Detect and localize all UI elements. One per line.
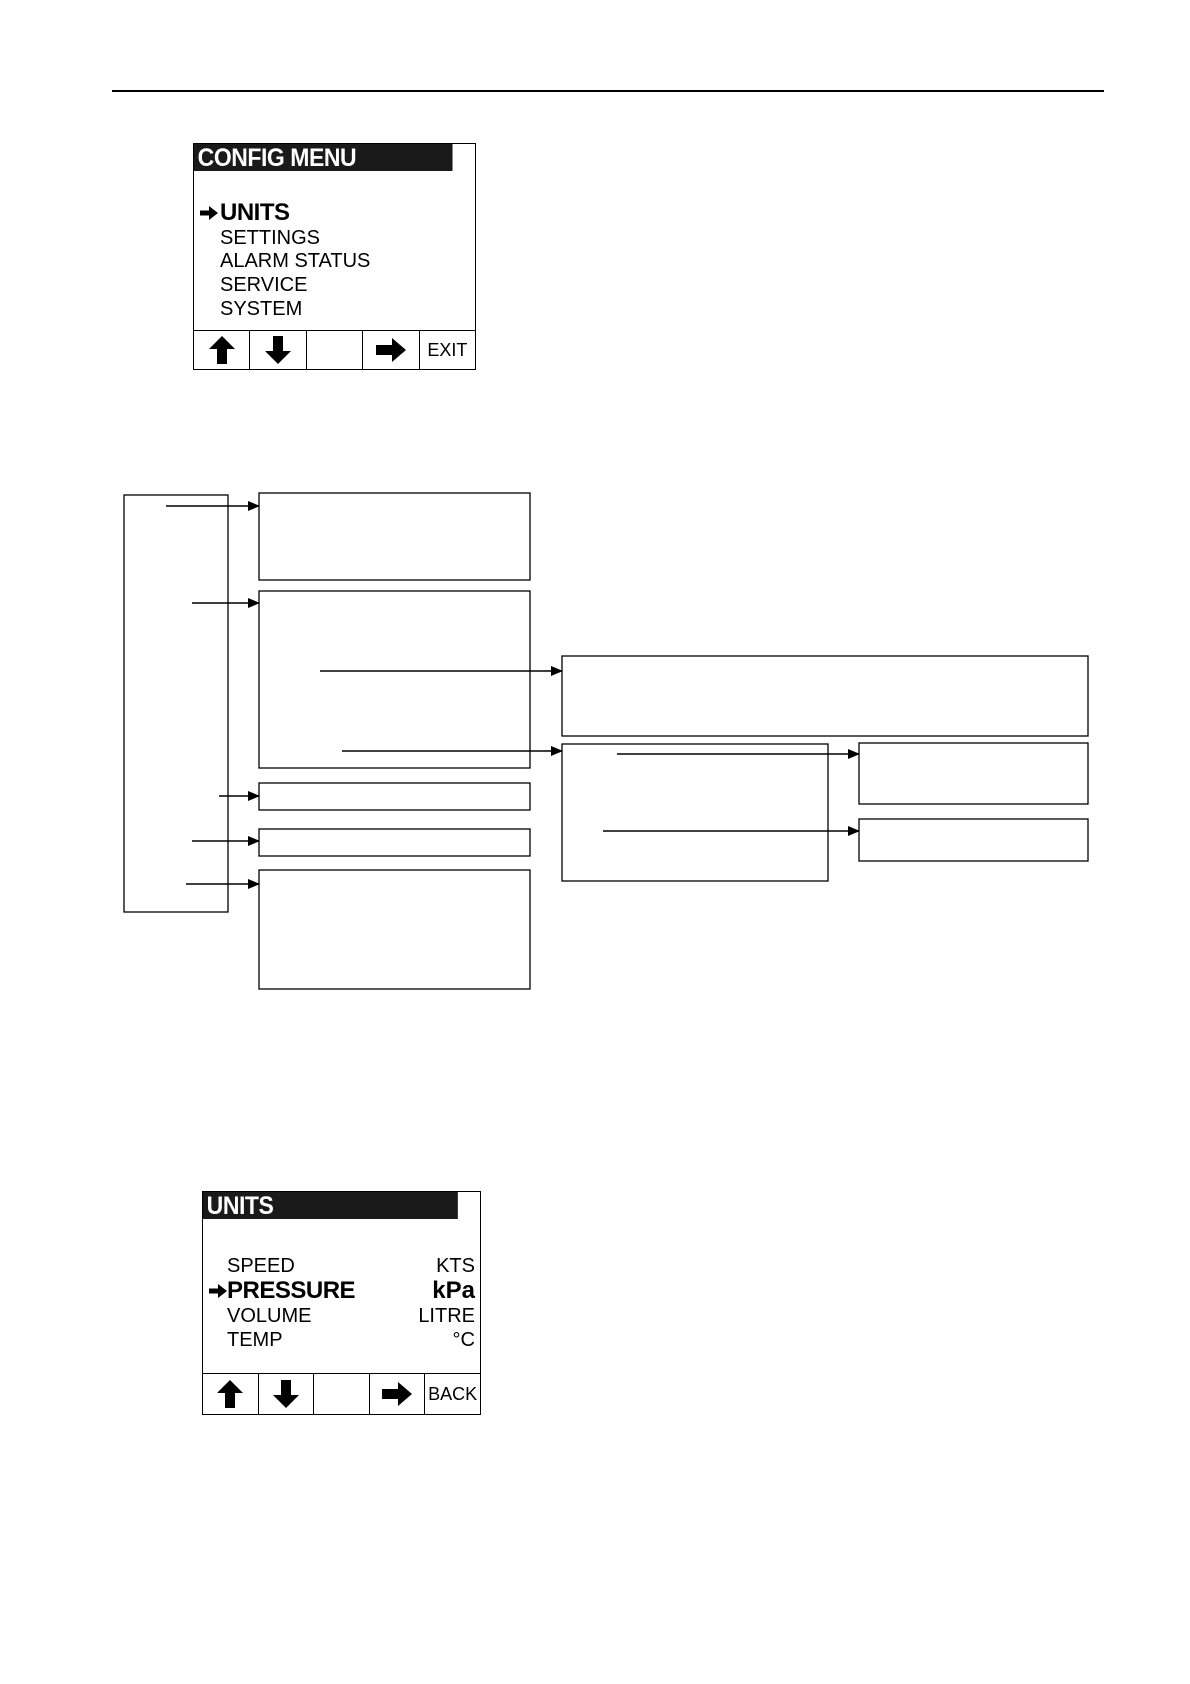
alarm-status-box — [259, 783, 530, 810]
units-row-temp-value: °C — [452, 1329, 475, 1351]
config-menu-screen — [193, 143, 476, 370]
config-menu-item-service[interactable]: SERVICE — [220, 274, 308, 296]
system-box — [259, 870, 530, 989]
down-key[interactable] — [259, 1374, 315, 1414]
config-menu-item-alarm-status[interactable]: ALARM STATUS — [220, 250, 371, 272]
settings-box — [259, 591, 530, 768]
selection-pointer-icon — [200, 206, 218, 220]
config-menu-item-system[interactable]: SYSTEM — [220, 298, 303, 320]
config-menu-item-units[interactable]: UNITS — [220, 199, 290, 226]
settings-sub-sub-box-1 — [859, 743, 1088, 804]
config-menu-root-box — [124, 495, 228, 912]
units-row-volume-value: LITRE — [418, 1305, 475, 1327]
enter-key[interactable] — [370, 1374, 426, 1414]
blank-key[interactable] — [307, 331, 363, 369]
service-box — [259, 829, 530, 856]
arrow-right-icon — [376, 338, 406, 362]
units-row-pressure-label[interactable]: PRESSURE — [227, 1277, 356, 1304]
back-key[interactable] — [425, 1374, 480, 1414]
selection-pointer-icon — [209, 1284, 227, 1298]
config-menu-title: CONFIG MENU — [194, 144, 453, 171]
up-key[interactable] — [203, 1374, 259, 1414]
settings-sub-box-1 — [562, 656, 1088, 736]
units-row-temp-label[interactable]: TEMP — [227, 1329, 283, 1351]
units-row-speed-value: KTS — [436, 1255, 475, 1277]
back-key-label: BACK — [428, 1383, 478, 1404]
config-menu-softkeys — [194, 330, 475, 369]
down-key[interactable] — [250, 331, 306, 369]
settings-sub-sub-box-2 — [859, 819, 1088, 861]
units-menu-title: UNITS — [203, 1192, 458, 1219]
arrow-right-icon — [382, 1382, 412, 1406]
enter-key[interactable] — [363, 331, 419, 369]
exit-key[interactable] — [420, 331, 475, 369]
arrow-up-icon — [217, 1380, 243, 1408]
arrow-up-icon — [209, 336, 235, 364]
page-header-rule — [112, 90, 1104, 92]
units-row-speed-label[interactable]: SPEED — [227, 1255, 295, 1277]
blank-key[interactable] — [314, 1374, 370, 1414]
units-box — [259, 493, 530, 580]
exit-key-label: EXIT — [427, 339, 468, 360]
arrow-down-icon — [265, 336, 291, 364]
up-key[interactable] — [194, 331, 250, 369]
units-row-pressure-value: kPa — [432, 1277, 475, 1304]
arrow-down-icon — [273, 1380, 299, 1408]
config-menu-item-settings[interactable]: SETTINGS — [220, 227, 321, 249]
settings-sub-box-2 — [562, 744, 828, 881]
units-menu-screen — [202, 1191, 481, 1415]
units-menu-softkeys — [203, 1373, 480, 1414]
units-row-volume-label[interactable]: VOLUME — [227, 1305, 312, 1327]
